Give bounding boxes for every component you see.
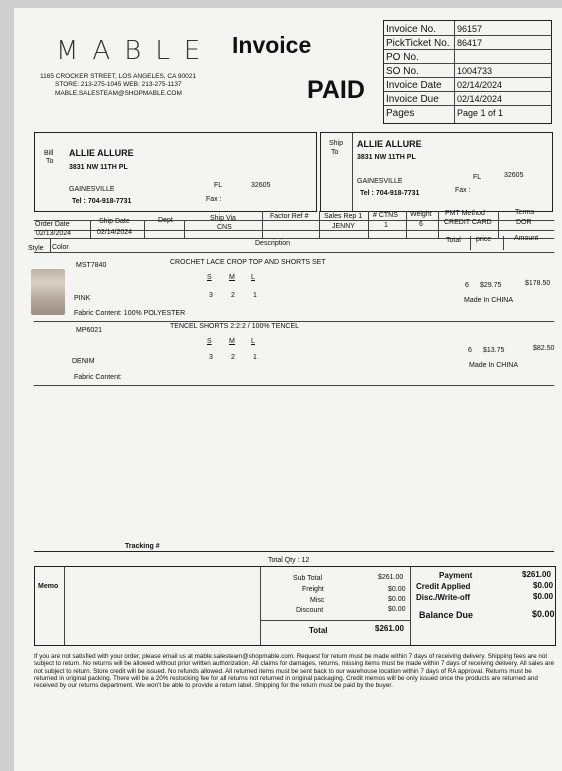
order-value-order-date: 02/13/2024 [36, 230, 72, 237]
company-phones: STORE: 213-275-1045 WEB: 213-275-1137 [55, 81, 182, 88]
order-header-order-date: Order Date [35, 221, 70, 228]
item-header-style: Style [28, 245, 44, 252]
payment-value: $261.00 [522, 570, 551, 579]
order-value-pmt-method: CREDIT CARD [444, 219, 492, 226]
item2-qty-m: 2 [231, 354, 235, 361]
order-header-factor-ref: Factor Ref # [270, 213, 309, 220]
item2-qty-s: 3 [209, 354, 213, 361]
info-value-so: 1004733 [457, 66, 493, 76]
payment-label: Payment [439, 571, 473, 580]
item1-qty-s: 3 [209, 292, 213, 299]
ship-fax: Fax : [455, 187, 471, 194]
item1-origin: Made In CHINA [464, 297, 514, 304]
misc-value: $0.00 [388, 596, 406, 603]
info-label-invoice-no: Invoice No. [386, 24, 437, 35]
document-title: Invoice [232, 32, 312, 58]
total-qty: Total Qty : 12 [268, 557, 310, 564]
memo-label: Memo [38, 583, 59, 590]
item1-qty-m: 2 [231, 292, 235, 299]
info-value-pickticket: 86417 [457, 38, 483, 48]
order-value-ship-date: 02/14/2024 [97, 229, 133, 236]
order-header-ctns: # CTNS [373, 212, 398, 219]
misc-label: Misc [310, 597, 325, 604]
order-value-terms: DOR [516, 219, 532, 226]
ship-to-label: To [331, 149, 339, 156]
order-value-ctns: 1 [384, 222, 388, 229]
credit-applied-label: Credit Applied [416, 582, 471, 591]
bill-fax: Fax : [206, 196, 222, 203]
info-label-so: SO No. [386, 66, 419, 77]
item2-size-s: S [207, 338, 212, 345]
item2-fabric: Fabric Content: [74, 374, 122, 381]
bill-street: 3831 NW 11TH PL [69, 164, 128, 171]
return-policy-text: If you are not satisfied with your order, please email us at mable.salesteam@shopmable.com. Request for return must be made within 7 days of receiving delivery. Shipping fees are not subject to return. No returns will be allowed without prior written authorization. All claims for damages, returns, missing items must be made within 7 days of receiving delivery. All sales are not subject to return. Store credit will be issued. No refunds allowed. All returned items must be sent back to our warehouse location within 7 days of RA approval. Returns must be returned in original packing. There will be a 20% restocking fee for all returns not returned in original packaging. Credit memos will be only issued once the products are returned and received by our returns department. We won't be able to provide a return label. Shipping for the return must be paid by the buyer. [34, 653, 554, 690]
order-value-sales-rep: JENNY [332, 223, 355, 230]
item-header-price: price [476, 236, 492, 243]
bill-zip: 32605 [251, 182, 271, 189]
product-thumbnail [31, 269, 65, 315]
item1-style: MST7840 [76, 262, 107, 269]
order-header-sales-rep: Sales Rep 1 [324, 213, 363, 220]
order-value-weight: 6 [419, 221, 423, 228]
bill-label: Bill [44, 150, 54, 157]
total-value: $261.00 [375, 624, 404, 633]
freight-value: $0.00 [388, 586, 406, 593]
subtotal-label: Sub Total [293, 575, 323, 582]
bill-state: FL [214, 182, 223, 189]
item1-price: $29.75 [480, 282, 502, 289]
write-off-value: $0.00 [533, 592, 554, 601]
info-label-pages: Pages [386, 108, 415, 119]
order-header-pmt-method: PMT Method [445, 210, 485, 217]
item-header-color: Color [52, 244, 69, 251]
balance-due-value: $0.00 [532, 609, 555, 619]
info-value-invoice-date: 02/14/2024 [457, 80, 503, 90]
freight-label: Freight [302, 586, 324, 593]
order-header-ship-via: Ship Via [210, 215, 236, 222]
credit-applied-value: $0.00 [533, 581, 554, 590]
company-address: 1165 CROCKER STREET, LOS ANGELES, CA 90021 [40, 73, 196, 80]
company-email: MABLE.SALESTEAM@SHOPMABLE.COM [55, 90, 182, 97]
item2-size-l: L [251, 338, 255, 345]
item2-total: 6 [468, 347, 472, 354]
ship-tel: Tel : 704-918-7731 [360, 190, 420, 197]
item2-price: $13.75 [483, 347, 505, 354]
bill-name: ALLIE ALLURE [69, 148, 134, 158]
balance-due-label: Balance Due [419, 610, 474, 620]
item1-size-m: M [229, 274, 235, 281]
bill-tel: Tel : 704-918-7731 [72, 198, 132, 205]
item2-style: MP6021 [76, 327, 103, 334]
total-label: Total [309, 626, 328, 635]
item1-description: CROCHET LACE CROP TOP AND SHORTS SET [170, 259, 326, 266]
item-header-amount: Amount [514, 235, 539, 242]
item2-amount: $82.50 [533, 345, 555, 352]
order-header-terms: Terms [515, 209, 535, 216]
item2-origin: Made In CHINA [469, 362, 519, 369]
item2-color: DENIM [72, 358, 95, 365]
bill-to-label: To [46, 158, 54, 165]
ship-state: FL [473, 174, 482, 181]
order-header-ship-date: Ship Date [99, 218, 130, 225]
item1-qty-l: 1 [253, 292, 257, 299]
item-header-description: Description [255, 240, 291, 247]
item1-size-s: S [207, 274, 212, 281]
item1-amount: $178.50 [525, 280, 551, 287]
info-value-invoice-no: 96157 [457, 24, 483, 34]
ship-street: 3831 NW 11TH PL [357, 154, 416, 161]
info-label-po: PO No. [386, 52, 419, 63]
write-off-label: Disc./Write-off [416, 593, 471, 602]
item1-fabric: Fabric Content: 100% POLYESTER [74, 310, 186, 317]
item-header-total: Total [446, 237, 461, 244]
company-logo: MABLE [56, 36, 215, 66]
info-label-invoice-date: Invoice Date [386, 80, 442, 91]
info-value-pages: Page 1 of 1 [457, 108, 504, 118]
item2-description: TENCEL SHORTS 2:2:2 / 100% TENCEL [170, 323, 300, 330]
ship-name: ALLIE ALLURE [357, 139, 422, 149]
subtotal-value: $261.00 [378, 574, 404, 581]
paid-status: PAID [307, 76, 365, 104]
item2-size-m: M [229, 338, 235, 345]
item1-size-l: L [251, 274, 255, 281]
bill-city: GAINESVILLE [69, 186, 115, 193]
info-label-pickticket: PickTicket No. [386, 38, 450, 49]
ship-zip: 32605 [504, 172, 524, 179]
discount-label: Discount [296, 607, 324, 614]
item1-total: 6 [465, 282, 469, 289]
info-label-invoice-due: Invoice Due [386, 94, 439, 105]
invoice-page [14, 8, 562, 771]
order-header-weight: Weight [410, 211, 432, 218]
item1-color: PINK [74, 295, 91, 302]
order-header-dept: Dept [158, 217, 173, 224]
ship-label: Ship [329, 140, 344, 147]
tracking-label: Tracking # [125, 543, 160, 550]
ship-city: GAINESVILLE [357, 178, 403, 185]
item2-qty-l: 1 [253, 354, 257, 361]
order-value-ship-via: CNS [217, 224, 232, 231]
info-value-invoice-due: 02/14/2024 [457, 94, 503, 104]
discount-value: $0.00 [388, 606, 406, 613]
